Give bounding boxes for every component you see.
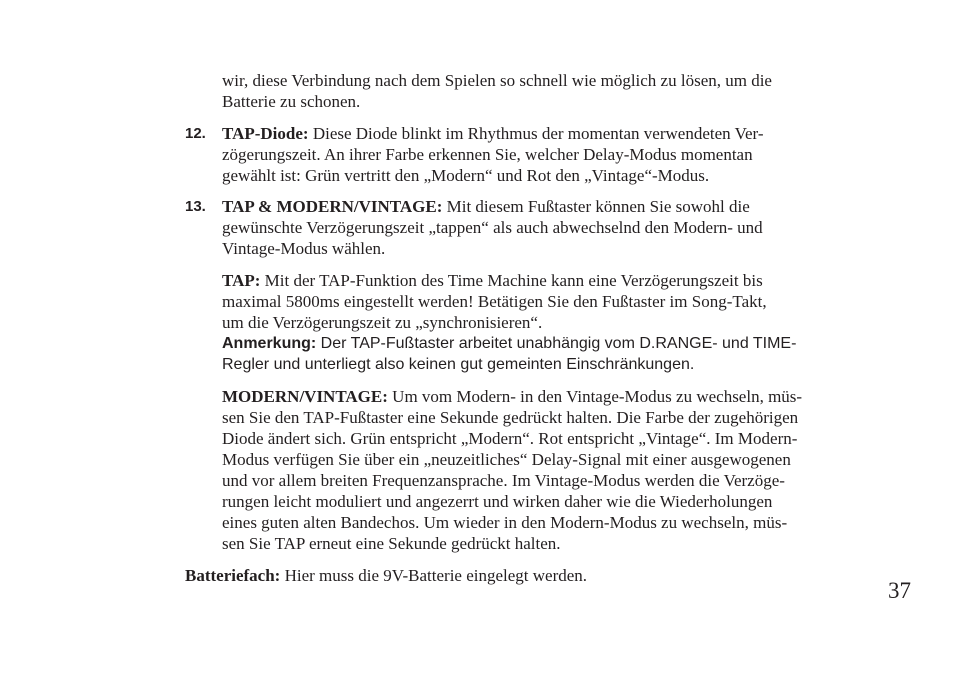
modern-vintage-line: und vor allem breiten Frequenzansprache. Im Vintage-Modus werden die Verzöge- — [222, 471, 785, 490]
item-13-lead: TAP & MODERN/VINTAGE: — [222, 197, 443, 216]
item-13-line: Mit diesem Fußtaster können Sie sowohl die — [442, 197, 750, 216]
battery-lead: Batteriefach: — [185, 566, 281, 585]
item-12-number: 12. — [185, 125, 206, 142]
note-line: Regler und unterliegt also keinen gut gemeinten Einschränkungen. — [222, 356, 695, 373]
modern-vintage-line: eines guten alten Bandechos. Um wieder in den Modern-Modus zu wechseln, müs- — [222, 513, 788, 532]
tap-line: um die Verzögerungszeit zu „synchronisieren“. — [222, 313, 543, 332]
tap-line: Mit der TAP-Funktion des Time Machine kann eine Verzögerungszeit bis — [260, 271, 763, 290]
modern-vintage-line: Diode ändert sich. Grün entspricht „Modern“. Rot entspricht „Vintage“. Im Modern- — [222, 429, 798, 448]
intro-line: Batterie zu schonen. — [222, 92, 361, 111]
item-12-lead: TAP-Diode: — [222, 124, 309, 143]
modern-vintage-line: sen Sie den TAP-Fußtaster eine Sekunde gedrückt halten. Die Farbe der zugehörigen — [222, 408, 799, 427]
note-paragraph — [222, 333, 887, 375]
modern-vintage-line: Um vom Modern- in den Vintage-Modus zu wechseln, müs- — [387, 387, 803, 406]
item-12-line: gewählt ist: Grün vertritt den „Modern“ und Rot den „Vintage“-Modus. — [222, 166, 710, 185]
note-lead: Anmerkung: — [222, 335, 317, 352]
note-line: Der TAP-Fußtaster arbeitet unabhängig vom D.RANGE- und TIME- — [316, 335, 797, 352]
item-12-line: zögerungszeit. An ihrer Farbe erkennen Sie, welcher Delay-Modus momentan — [222, 145, 753, 164]
battery-paragraph — [185, 565, 885, 586]
item-13-line: Vintage-Modus wählen. — [222, 239, 386, 258]
item-13-paragraph — [222, 196, 882, 259]
tap-paragraph — [222, 270, 882, 333]
modern-vintage-line: rungen leicht moduliert und angezerrt und wirken daher wie die Wiederholungen — [222, 492, 773, 511]
intro-paragraph — [222, 70, 882, 112]
intro-line: wir, diese Verbindung nach dem Spielen so schnell wie möglich zu lösen, um die — [222, 71, 772, 90]
modern-vintage-paragraph — [222, 386, 882, 554]
battery-text: Hier muss die 9V-Batterie eingelegt werden. — [280, 566, 588, 585]
modern-vintage-line: Modus verfügen Sie über ein „neuzeitliches“ Delay-Signal mit einer ausgewogenen — [222, 450, 791, 469]
item-13-number: 13. — [185, 198, 206, 215]
modern-vintage-lead: MODERN/VINTAGE: — [222, 387, 388, 406]
page-number: 37 — [888, 578, 911, 603]
item-12-line: Diese Diode blinkt im Rhythmus der momentan verwendeten Ver- — [308, 124, 764, 143]
item-12-paragraph — [222, 123, 882, 186]
tap-lead: TAP: — [222, 271, 261, 290]
modern-vintage-line: sen Sie TAP erneut eine Sekunde gedrückt halten. — [222, 534, 561, 553]
item-13-line: gewünschte Verzögerungszeit „tappen“ als auch abwechselnd den Modern- und — [222, 218, 763, 237]
tap-line: maximal 5800ms eingestellt werden! Betätigen Sie den Fußtaster im Song-Takt, — [222, 292, 767, 311]
